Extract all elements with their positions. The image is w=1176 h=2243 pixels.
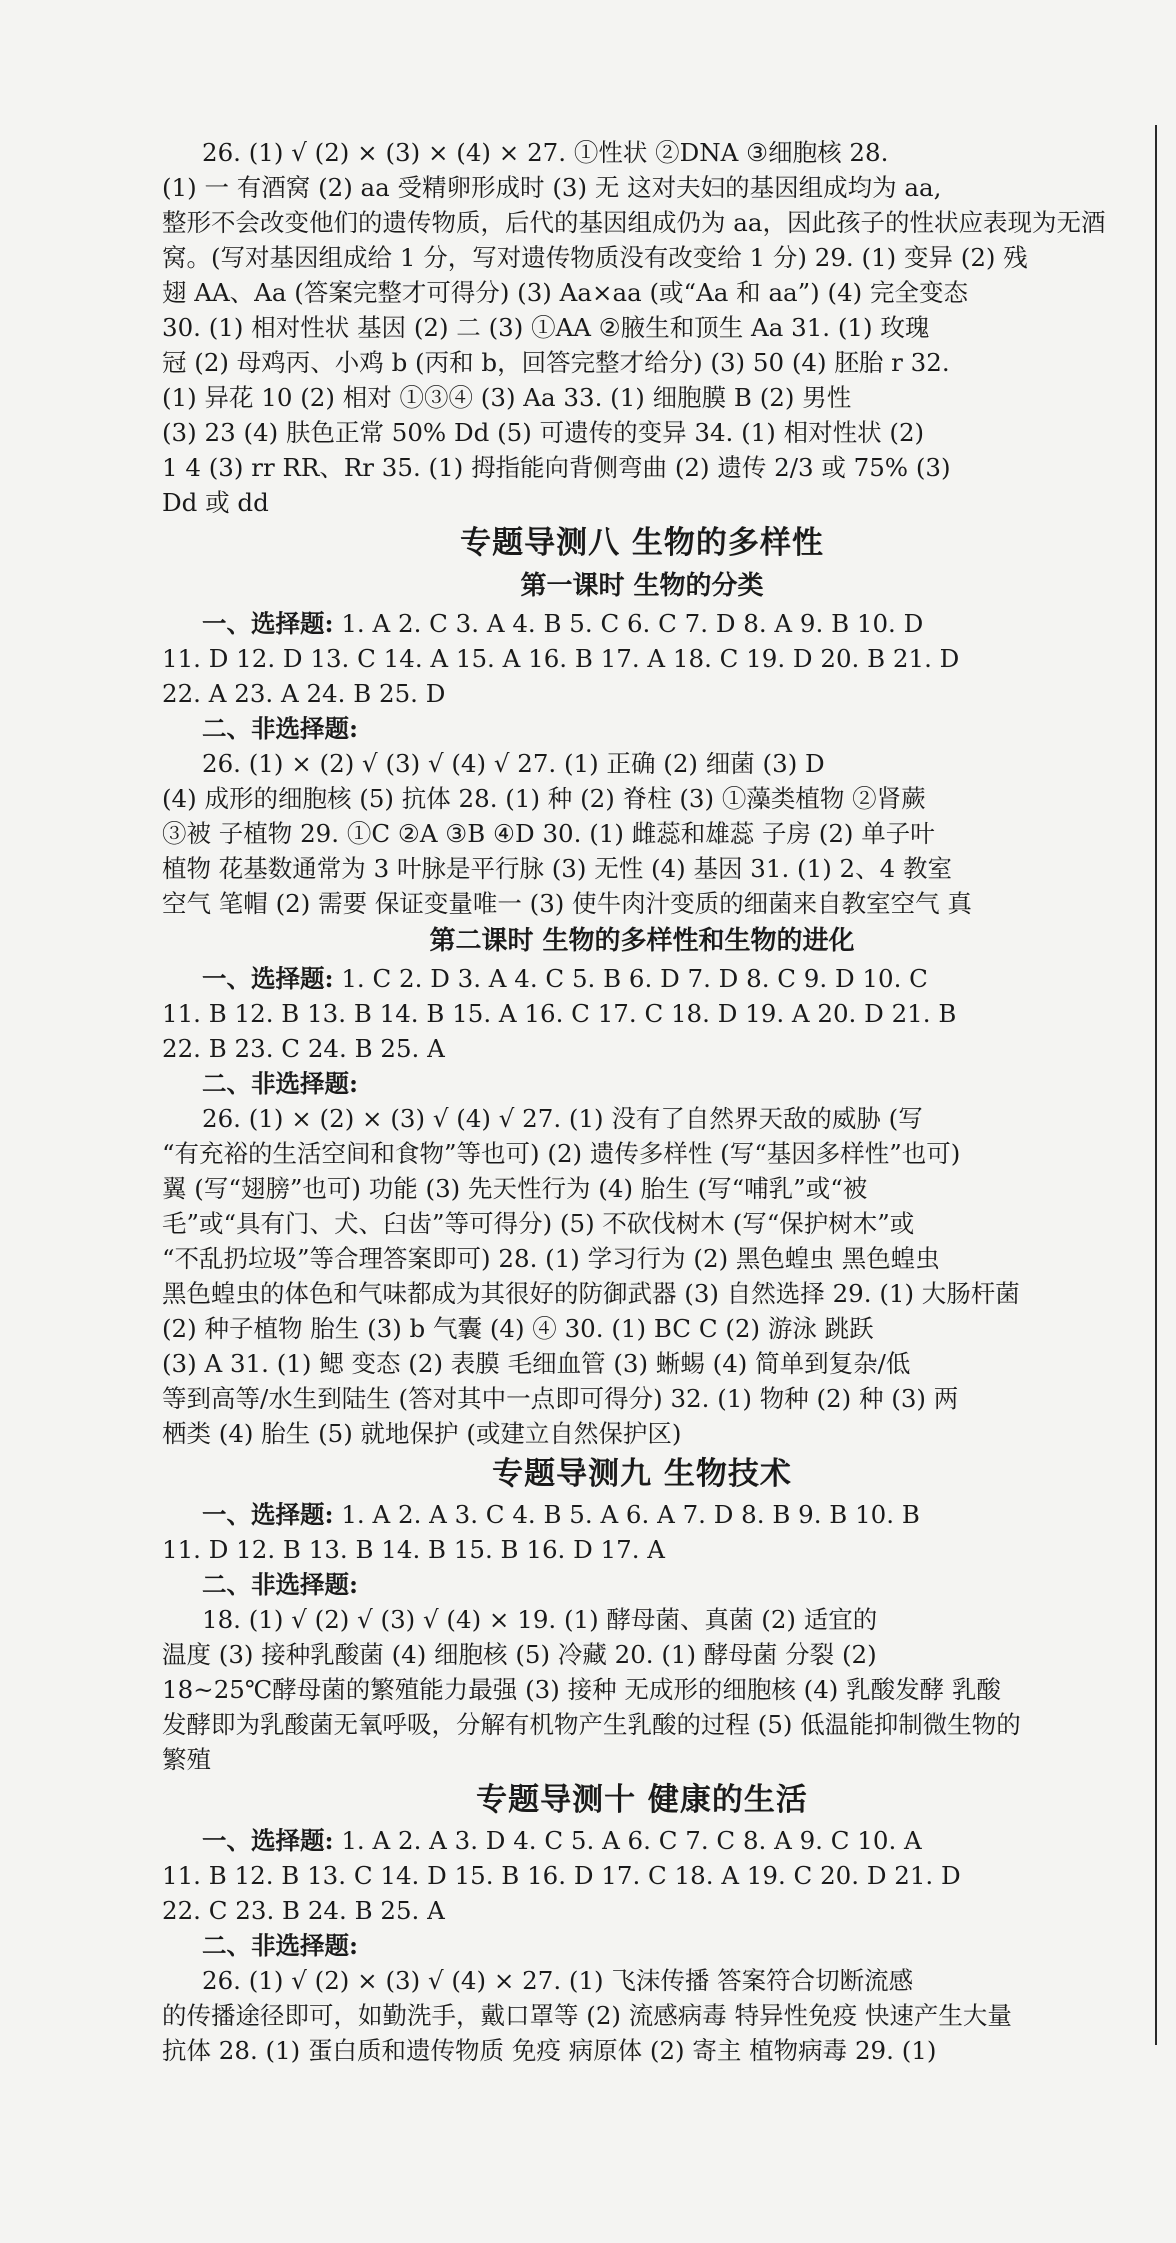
text-line	[162, 961, 1122, 996]
text-line: “有充裕的生活空间和食物”等也可) (2) 遗传多样性 (写“基因多样性”也可)	[162, 1139, 961, 1168]
text-line: 11. D 12. B 13. B 14. B 15. B 16. D 17. A	[162, 1535, 665, 1564]
text-line: 26. (1) √ (2) × (3) √ (4) × 27. (1) 飞沫传播 答案符合切断流感	[202, 1966, 914, 1995]
text-line: 26. (1) √ (2) × (3) × (4) × 27. ①性状 ②DNA ③细胞核 28.	[202, 138, 889, 167]
text-line: 发酵即为乳酸菌无氧呼吸，分解有机物产生乳酸的过程 (5) 低温能抑制微生物的	[162, 1710, 1021, 1739]
text-line: (3) 23 (4) 肤色正常 50% Dd (5) 可遗传的变异 34. (1) 相对性状 (2)	[162, 418, 925, 447]
choice-answers: 1. A 2. C 3. A 4. B 5. C 6. C 7. D 8. A 9. B 10. D	[333, 609, 924, 638]
text-line: (2) 种子植物 胎生 (3) b 气囊 (4) ④ 30. (1) BC C (2) 游泳 跳跃	[162, 1314, 874, 1343]
nonchoice-label: 二、非选择题:	[202, 1069, 359, 1098]
choice-answers: 1. A 2. A 3. D 4. C 5. A 6. C 7. C 8. A 9. C 10. A	[333, 1826, 922, 1855]
section-title: 专题导测八 生物的多样性	[460, 525, 824, 561]
text-line	[162, 606, 1122, 641]
section-title: 专题导测九 生物技术	[492, 1456, 792, 1492]
text-line: 26. (1) × (2) √ (3) √ (4) √ 27. (1) 正确 (2) 细菌 (3) D	[202, 749, 825, 778]
text-line: 22. C 23. B 24. B 25. A	[162, 1896, 445, 1925]
choice-answers: 1. C 2. D 3. A 4. C 5. B 6. D 7. D 8. C 9. D 10. C	[333, 964, 928, 993]
text-line	[162, 1823, 1122, 1858]
text-line: 11. B 12. B 13. C 14. D 15. B 16. D 17. C 18. A 19. C 20. D 21. D	[162, 1861, 961, 1890]
text-line	[162, 711, 1122, 746]
answer-content	[162, 135, 1122, 2068]
choice-label: 一、选择题:	[202, 1826, 334, 1855]
text-line: 22. B 23. C 24. B 25. A	[162, 1034, 445, 1063]
text-line: 1 4 (3) rr RR、Rr 35. (1) 拇指能向背侧弯曲 (2) 遗传 2/3 或 75% (3)	[162, 453, 951, 482]
section7-answers	[162, 135, 1122, 520]
text-line: 18~25℃酵母菌的繁殖能力最强 (3) 接种 无成形的细胞核 (4) 乳酸发酵 乳酸	[162, 1675, 1001, 1704]
text-line: 26. (1) × (2) × (3) √ (4) √ 27. (1) 没有了自然界天敌的威胁 (写	[202, 1104, 923, 1133]
lesson-title: 第一课时 生物的分类	[520, 571, 764, 601]
text-line: 温度 (3) 接种乳酸菌 (4) 细胞核 (5) 冷藏 20. (1) 酵母菌 分裂 (2)	[162, 1640, 877, 1669]
text-line: (1) 一 有酒窝 (2) aa 受精卵形成时 (3) 无 这对夫妇的基因组成均为 aa,	[162, 173, 942, 202]
text-line: (3) A 31. (1) 鳃 变态 (2) 表膜 毛细血管 (3) 蜥蜴 (4) 简单到复杂/低	[162, 1349, 911, 1378]
nonchoice-label: 二、非选择题:	[202, 1931, 359, 1960]
text-line	[162, 1567, 1122, 1602]
text-line: 冠 (2) 母鸡丙、小鸡 b (丙和 b，回答完整才给分) (3) 50 (4) 胚胎 r 32.	[162, 348, 950, 377]
lesson-title: 第二课时 生物的多样性和生物的进化	[429, 926, 855, 956]
text-line: 翅 AA、Aa (答案完整才可得分) (3) Aa×aa (或“Aa 和 aa”) (4) 完全变态	[162, 278, 969, 307]
text-line: 植物 花基数通常为 3 叶脉是平行脉 (3) 无性 (4) 基因 31. (1) 2、4 教室	[162, 854, 953, 883]
text-line: Dd 或 dd	[162, 488, 269, 517]
text-line	[162, 1928, 1122, 1963]
text-line: 的传播途径即可，如勤洗手，戴口罩等 (2) 流感病毒 特异性免疫 快速产生大量	[162, 2001, 1012, 2030]
text-line: (4) 成形的细胞核 (5) 抗体 28. (1) 种 (2) 脊柱 (3) ①藻类植物 ②肾蕨	[162, 784, 926, 813]
page-edge-rule	[1155, 125, 1157, 2045]
text-line	[162, 1066, 1122, 1101]
text-line: ③被 子植物 29. ①C ②A ③B ④D 30. (1) 雌蕊和雄蕊 子房 (2) 单子叶	[162, 819, 935, 848]
text-line	[162, 1497, 1122, 1532]
choice-label: 一、选择题:	[202, 964, 334, 993]
text-line: 窝。(写对基因组成给 1 分，写对遗传物质没有改变给 1 分) 29. (1) 变异 (2) 残	[162, 243, 1028, 272]
choice-answers: 1. A 2. A 3. C 4. B 5. A 6. A 7. D 8. B 9. B 10. B	[333, 1500, 920, 1529]
text-line: 翼 (写“翅膀”也可) 功能 (3) 先天性行为 (4) 胎生 (写“哺乳”或“被	[162, 1174, 868, 1203]
text-line: 抗体 28. (1) 蛋白质和遗传物质 免疫 病原体 (2) 寄主 植物病毒 29. (1)	[162, 2036, 937, 2065]
text-line: (1) 异花 10 (2) 相对 ①③④ (3) Aa 33. (1) 细胞膜 B (2) 男性	[162, 383, 852, 412]
text-line: 栖类 (4) 胎生 (5) 就地保护 (或建立自然保护区)	[162, 1419, 682, 1448]
text-line: 30. (1) 相对性状 基因 (2) 二 (3) ①AA ②腋生和顶生 Aa 31. (1) 玫瑰	[162, 313, 930, 342]
text-line: “不乱扔垃圾”等合理答案即可) 28. (1) 学习行为 (2) 黑色蝗虫 黑色蝗虫	[162, 1244, 940, 1273]
choice-label: 一、选择题:	[202, 609, 334, 638]
choice-label: 一、选择题:	[202, 1500, 334, 1529]
text-line: 11. D 12. D 13. C 14. A 15. A 16. B 17. A 18. C 19. D 20. B 21. D	[162, 644, 960, 673]
text-line: 11. B 12. B 13. B 14. B 15. A 16. C 17. C 18. D 19. A 20. D 21. B	[162, 999, 957, 1028]
text-line: 毛”或“具有门、犬、臼齿”等可得分) (5) 不砍伐树木 (写“保护树木”或	[162, 1209, 915, 1238]
text-line: 繁殖	[162, 1745, 211, 1774]
text-line: 18. (1) √ (2) √ (3) √ (4) × 19. (1) 酵母菌、真菌 (2) 适宜的	[202, 1605, 878, 1634]
section-title: 专题导测十 健康的生活	[476, 1782, 808, 1818]
text-line: 黑色蝗虫的体色和气味都成为其很好的防御武器 (3) 自然选择 29. (1) 大肠杆菌	[162, 1279, 1020, 1308]
text-line: 空气 笔帽 (2) 需要 保证变量唯一 (3) 使牛肉汁变质的细菌来自教室空气 真	[162, 889, 972, 918]
text-line: 22. A 23. A 24. B 25. D	[162, 679, 446, 708]
text-line: 整形不会改变他们的遗传物质，后代的基因组成仍为 aa，因此孩子的性状应表现为无酒	[162, 208, 1106, 237]
nonchoice-label: 二、非选择题:	[202, 1570, 359, 1599]
nonchoice-label: 二、非选择题:	[202, 714, 359, 743]
text-line: 等到高等/水生到陆生 (答对其中一点即可得分) 32. (1) 物种 (2) 种 (3) 两	[162, 1384, 959, 1413]
